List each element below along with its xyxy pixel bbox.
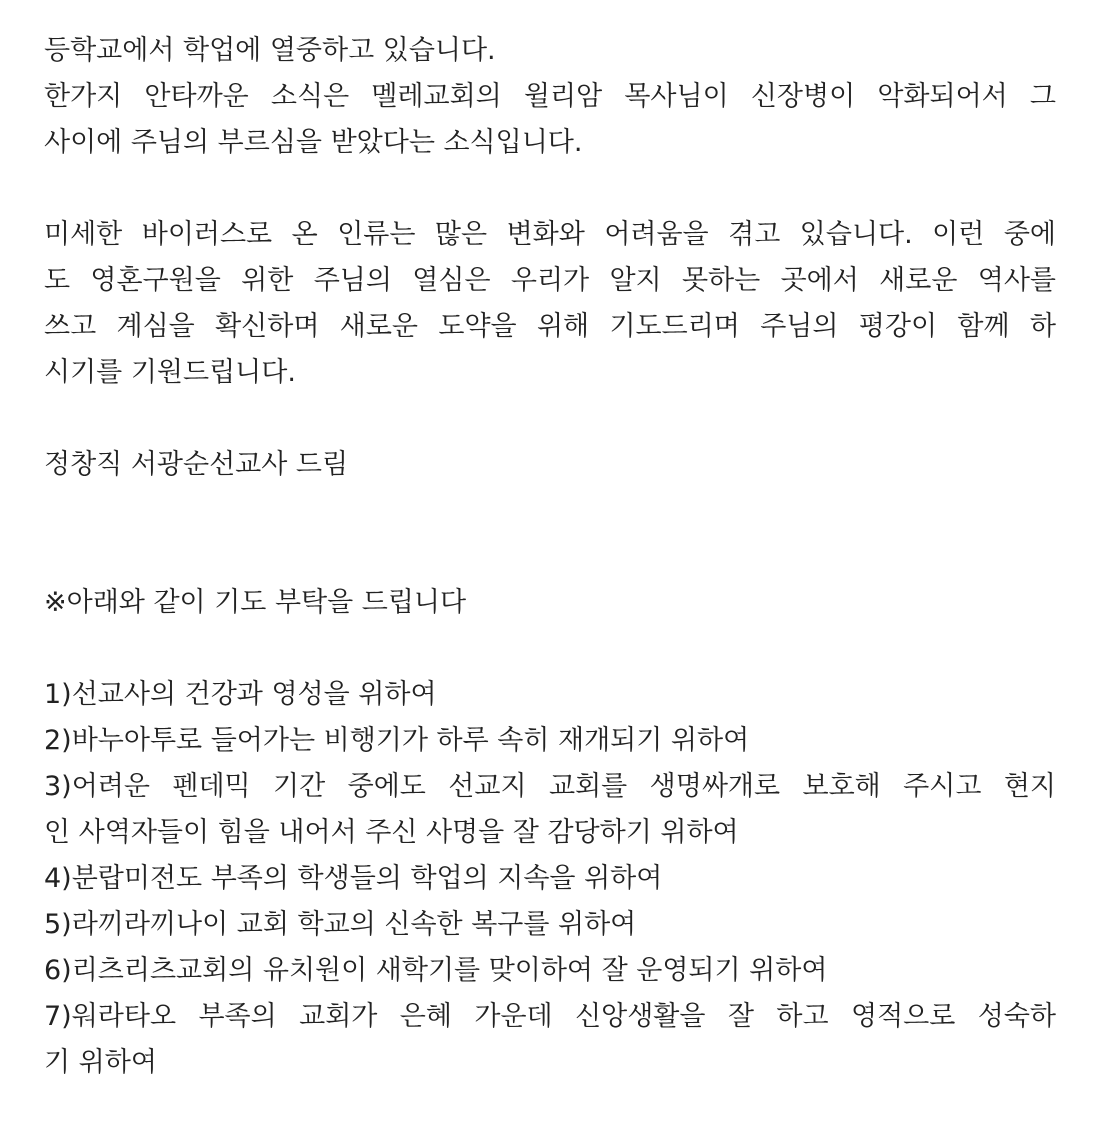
paragraph-gap (44, 166, 1056, 212)
prayer-item: 6)리츠리츠교회의 유치원이 새학기를 맞이하여 잘 운영되기 위하여 (44, 955, 828, 986)
prayer-heading: ※아래와 같이 기도 부탁을 드립니다 (44, 587, 467, 618)
prayer-item: 7)워라타오 부족의 교회가 은혜 가운데 신앙생활을 잘 하고 영적으로 성숙하 (44, 1001, 1056, 1032)
prayer-item: 4)분랍미전도 부족의 학생들의 학업의 지속을 위하여 (44, 863, 663, 894)
prayer-item: 1)선교사의 건강과 영성을 위하여 (44, 679, 437, 710)
prayer-item-continuation: 인 사역자들이 힘을 내어서 주신 사명을 잘 감당하기 위하여 (44, 817, 739, 848)
text-line: 사이에 주님의 부르심을 받았다는 소식입니다. (44, 127, 583, 158)
paragraph-gap (44, 626, 1056, 672)
prayer-item: 5)라끼라끼나이 교회 학교의 신속한 복구를 위하여 (44, 909, 637, 940)
paragraph-school-update (44, 28, 1056, 166)
paragraph-gap (44, 396, 1056, 442)
section-gap (44, 488, 1056, 580)
text-line: 미세한 바이러스로 온 인류는 많은 변화와 어려움을 겪고 있습니다. 이런 중에 (44, 219, 1056, 250)
paragraph-blessing (44, 212, 1056, 396)
letter-document (44, 28, 1056, 1086)
text-line: 등학교에서 학업에 열중하고 있습니다. (44, 35, 496, 66)
prayer-list (44, 672, 1056, 1086)
signature: 정창직 서광순선교사 드림 (44, 449, 349, 480)
prayer-item: 3)어려운 펜데믹 기간 중에도 선교지 교회를 생명싸개로 보호해 주시고 현지 (44, 771, 1056, 802)
text-line: 한가지 안타까운 소식은 멜레교회의 윌리암 목사님이 신장병이 악화되어서 그 (44, 81, 1056, 112)
text-line: 쓰고 계심을 확신하며 새로운 도약을 위해 기도드리며 주님의 평강이 함께 하 (44, 311, 1056, 342)
prayer-item: 2)바누아투로 들어가는 비행기가 하루 속히 재개되기 위하여 (44, 725, 750, 756)
text-line: 시기를 기원드립니다. (44, 357, 296, 388)
text-line: 도 영혼구원을 위한 주님의 열심은 우리가 알지 못하는 곳에서 새로운 역사를 (44, 265, 1056, 296)
prayer-item-continuation: 기 위하여 (44, 1047, 157, 1078)
